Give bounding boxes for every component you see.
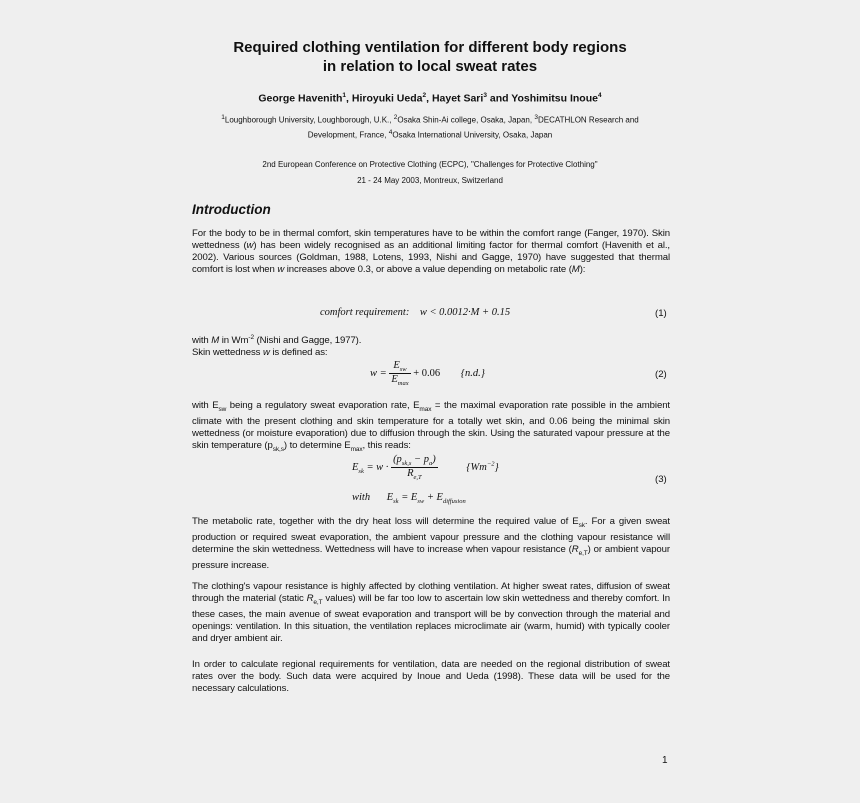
affil-text: Osaka Shin-Ai college, Osaka, Japan,	[397, 115, 535, 125]
equation-1: comfort requirement: w < 0.0012·M + 0.15	[320, 307, 511, 318]
text-run: The metabolic rate, together with the dry heat loss will determine the required value of E	[192, 516, 579, 527]
text-run: values) will be far too low to ascertain low skin wettedness and thereby comfort. In these cases, the main avenue of sweat evaporation and transport will be by convection through the material and openings: ventilation. In this situation, the ventilation replaces microclimate air (warm, humid) with typically cooler and dryer ambient air.	[192, 593, 670, 645]
section-heading-introduction: Introduction	[192, 202, 271, 217]
subscript: e,T	[578, 550, 588, 557]
eq3-fraction	[391, 454, 438, 481]
symbol: + E	[424, 492, 443, 503]
eq-lhs: w =	[370, 368, 387, 379]
text-run: increases above 0.3, or above a value depending on metabolic rate (	[284, 264, 572, 276]
paper-title-line-2: in relation to local sweat rates	[322, 58, 538, 75]
author-2-affil: 2	[422, 92, 427, 99]
symbol: = E	[398, 492, 418, 503]
text-run: with E	[192, 400, 219, 411]
text-run: with	[192, 335, 212, 347]
affil-marker: 3	[534, 114, 538, 121]
subscript: a	[428, 460, 433, 468]
eq2-fraction	[389, 360, 410, 387]
author-1-affil: 1	[342, 92, 347, 99]
symbol: E	[393, 360, 400, 371]
text-run: ) has been widely recognised as an additional limiting factor for thermal comfort (Havenith et al., 2002). Various sources (Goldman, 1988, Lotens, 1993, Nishi and Gagge, 1970) have suggested that thermal comfort is lost when	[192, 240, 670, 276]
symbol: E	[352, 462, 359, 473]
author-1: George Havenith	[258, 92, 343, 105]
subscript: sk	[393, 498, 399, 506]
author-4-affil: 4	[597, 92, 602, 99]
author-3: , Hayet Sari	[426, 92, 484, 105]
eq-term: with	[352, 492, 371, 503]
page-number: 1	[662, 755, 668, 766]
text-run: ) or ambient vapour pressure increase.	[192, 544, 670, 572]
text-run: For the body to be in thermal comfort, skin temperatures have to be within the comfort range (Fanger, 1970). Skin wettedness (	[192, 228, 670, 252]
fraction-numerator	[391, 454, 438, 468]
subscript: max	[350, 446, 363, 454]
affil-text: Loughborough University, Loughborough, U.K.,	[224, 115, 394, 125]
text-run: . For a given sweat production or required sweat evaporation, the ambient vapour pressure and the clothing vapour resistance will determine the skin wettedness. Wettedness will have to increase when vapour resistance (	[192, 516, 670, 556]
paragraph-3	[192, 516, 670, 572]
symbol: )	[432, 454, 436, 465]
fraction-denominator	[389, 374, 410, 387]
paragraph-eq1-note	[192, 332, 670, 359]
text-run: ):	[579, 264, 586, 276]
superscript: -2	[248, 334, 254, 341]
subscript: e,T	[413, 474, 422, 482]
equation-2-number: (2)	[655, 369, 667, 380]
symbol-m: M	[571, 264, 580, 276]
equation-2	[370, 360, 485, 387]
paragraph-2	[192, 400, 670, 456]
eq-unit	[466, 462, 498, 473]
affil-marker: 1	[221, 114, 225, 121]
symbol-w: w	[277, 264, 285, 276]
text-run: Skin wettedness	[192, 347, 263, 359]
symbol-w: w	[262, 347, 270, 359]
text-run: (Nishi and Gagge, 1977).	[253, 335, 362, 347]
paragraph-5: In order to calculate regional requirements for ventilation, data are needed on the regional distribution of sweat rates over the body. Such data were acquired by Inoue and Ueda (1998). These data will be used for the necessary calculations.	[192, 659, 670, 695]
author-4: and Yoshimitsu Inoue	[486, 92, 598, 105]
symbol-r: R	[571, 544, 579, 556]
subscript: e,T	[313, 599, 323, 606]
fraction-numerator	[389, 360, 410, 374]
text-run: = the maximal evaporation rate possible in the ambient climate with the present clothing and skin temperature for a totally wet skin, and 0.06 being the minimal skin wettedness (or moisture evaporation) due to diffusion through the skin. Using the saturated vapour pressure at the skin temperature (p	[192, 400, 670, 452]
author-list	[0, 92, 860, 105]
equation-3-line-2	[352, 492, 466, 505]
symbol: E	[386, 492, 394, 503]
affiliation-line-2	[0, 125, 860, 143]
equation-1-number: (1)	[655, 308, 667, 319]
affil-text: Development, France,	[307, 130, 389, 140]
fraction-denominator	[391, 468, 438, 481]
subscript: sw	[417, 498, 425, 506]
symbol-m: M	[211, 335, 220, 347]
subscript: sw	[399, 366, 407, 374]
text-run: is defined as:	[269, 347, 328, 359]
symbol: E	[391, 374, 398, 386]
text-run: , this reads:	[362, 440, 411, 452]
affil-text: Osaka International University, Osaka, Japan	[392, 130, 553, 140]
text-run: in Wm	[219, 335, 249, 347]
author-3-affil: 3	[483, 92, 487, 99]
text-run: The clothing's vapour resistance is highly affected by clothing ventilation. At higher sweat rates, diffusion of sweat through the material (static	[192, 581, 670, 605]
symbol-w: w	[246, 240, 254, 252]
symbol: {Wm	[466, 462, 487, 473]
subscript: sk,s	[401, 460, 412, 468]
paragraph-4	[192, 581, 670, 645]
conference-line-2: 21 - 24 May 2003, Montreux, Switzerland	[357, 176, 503, 185]
subscript: diffusion	[442, 498, 466, 506]
symbol: (p	[393, 454, 402, 465]
affil-text: DECATHLON Research and	[537, 115, 639, 125]
subscript: sk	[358, 468, 364, 476]
text-run: being a regulatory sweat evaporation rate, E	[226, 400, 420, 411]
symbol: }	[494, 462, 499, 473]
superscript: −2	[486, 460, 495, 468]
subscript: sk,s	[272, 446, 284, 454]
symbol: R	[407, 468, 414, 480]
affil-marker: 4	[388, 129, 393, 136]
text-run: ) to determine E	[283, 440, 351, 452]
equation-3-line-1	[352, 454, 499, 481]
paper-title-line-1: Required clothing ventilation for different body regions	[233, 39, 627, 56]
symbol: − p	[411, 454, 429, 465]
subscript: sk	[578, 521, 585, 529]
eq-unit: {n.d.}	[460, 368, 485, 379]
equation-3-number: (3)	[655, 474, 667, 485]
symbol-r: R	[306, 593, 314, 605]
eq-term: + 0.06	[413, 368, 441, 379]
conference-line-1: 2nd European Conference on Protective Clothing (ECPC), "Challenges for Protective Clothing"	[262, 160, 598, 169]
affil-marker: 2	[393, 114, 398, 121]
subscript: max	[419, 405, 432, 413]
paragraph-1	[192, 228, 670, 276]
subscript: sw	[218, 405, 227, 413]
author-2: , Hiroyuki Ueda	[346, 92, 423, 105]
eq-term: = w ·	[363, 462, 389, 473]
subscript: max	[397, 380, 409, 388]
